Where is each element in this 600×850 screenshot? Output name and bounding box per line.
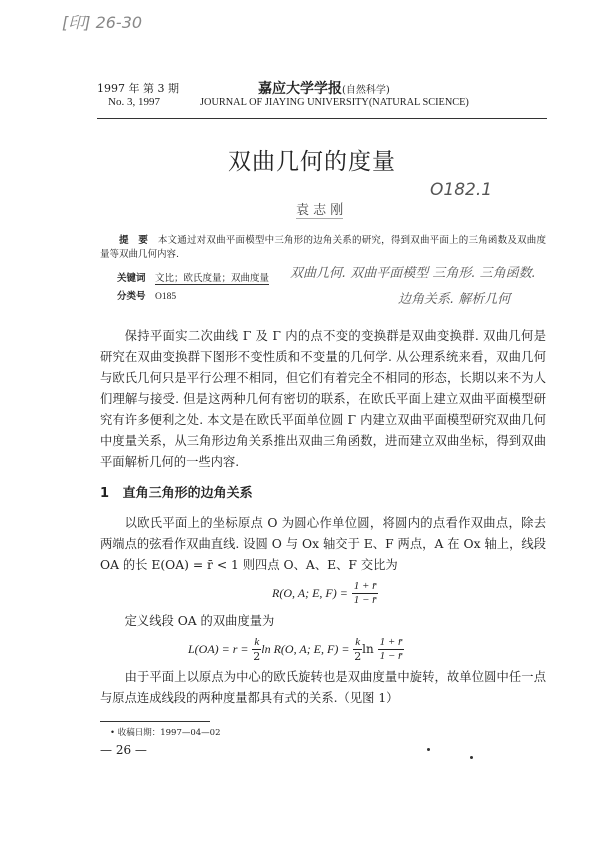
formula2-den: 1 − r̄ [379, 650, 403, 662]
scan-speck [470, 756, 473, 759]
journal-name-en: JOURNAL OF JIAYING UNIVERSITY(NATURAL SCIENCE) [200, 97, 469, 108]
formula2-part-a: L(OA) = r = [188, 642, 249, 656]
formula1-lhs: R(O, A; E, F) = [272, 586, 348, 600]
footnote-rule [100, 721, 210, 722]
formula2-k: k [254, 636, 260, 648]
formula2-k-2: k [355, 636, 361, 648]
section-paragraph-1: 以欧氏平面上的坐标原点 O 为圆心作单位圆，将圆内的点看作双曲点，除去两端点的弦看作双曲直线. 设圆 O 与 Ox 轴交于 E、F 两点，A 在 Ox 轴上，线段 OA 的长 E(OA) = r̄ < 1 则四点 O、A、E、F 交比为 [100, 516, 546, 572]
formula2-two: 2 [253, 650, 261, 663]
handwritten-annotation-top: [印] 26-30 [62, 13, 143, 32]
author: 袁 志 刚 [296, 199, 343, 219]
abstract [100, 234, 546, 262]
section-title: 直角三角形的边角关系 [122, 486, 253, 501]
journal-name-cn [258, 78, 390, 98]
formula-cross-ratio [100, 580, 546, 607]
scan-speck [427, 748, 430, 751]
formula1-num: 1 + r̄ [353, 580, 377, 592]
paper-title: 双曲几何的度量 [228, 149, 396, 175]
formula2-two-2: 2 [354, 650, 362, 663]
abstract-text: 本文通过对双曲平面模型中三角形的边角关系的研究，得到双曲平面上的三角函数及双曲度量等双曲几何内容. [100, 235, 546, 260]
header-rule [97, 118, 547, 119]
keywords-text: 文比；欧氏度量；双曲度量 [155, 273, 270, 284]
classification-value: O185 [155, 292, 177, 302]
formula2-num: 1 + r̄ [379, 636, 403, 648]
journal-cn-sub: (自然科学) [342, 85, 390, 96]
intro-paragraph: 保持平面实二次曲线 Γ 及 Γ 内的点不变的变换群是双曲变换群. 双曲几何是研究在双曲变换群下图形不变性质和不变量的几何学. 从公理系统来看，双曲几何与欧氏几何只是平行公理不相同，但它们有着完全不相同的形态，长期以来不为人们理解与接受. 但是这两种几何有密切的联系，在欧氏平面上建立双曲平面模型研究有许多便利之处. 本文是在欧氏平面单位圆 Γ 内建立双曲平面模型研究双曲几何中度量关系，从三角形边角关系推出双曲三角函数，进而建立双曲坐标，得到双曲平面解析几何的一些内容. [100, 329, 546, 469]
issue-cn: 1997 年 第 3 期 [97, 82, 179, 95]
formula1-fraction [352, 580, 379, 607]
formula2-part-b: ln R(O, A; E, F) = [261, 642, 350, 656]
keywords-handwritten-1: 双曲几何. 双曲平面模型 三角形. 三角函数. [290, 266, 536, 281]
section-paragraph-2: 定义线段 OA 的双曲度量为 [124, 614, 275, 628]
article-body [100, 326, 546, 758]
keywords-label: 关键词 [117, 273, 146, 284]
classification-annotation: O182.1 [430, 180, 493, 200]
classification [117, 288, 176, 302]
issue-en: No. 3, 1997 [108, 96, 160, 108]
section-heading [100, 485, 546, 503]
page-number: — 26 — [100, 743, 147, 757]
footnote: • 收稿日期：1997—04—02 [110, 728, 221, 738]
keywords [117, 270, 269, 284]
formula-hyperbolic-length [100, 636, 546, 663]
section-number: 1 [100, 486, 110, 501]
classification-label: 分类号 [117, 291, 146, 302]
journal-cn: 嘉应大学学报 [258, 81, 342, 97]
keywords-handwritten-2: 边角关系. 解析几何 [398, 292, 511, 307]
formula1-den: 1 − r̄ [353, 594, 377, 606]
section-paragraph-3: 由于平面上以原点为中心的欧氏旋转也是双曲度量中旋转，故单位圆中任一点与原点连成线段的两种度量都具有式的关系.（见图 1） [100, 670, 546, 705]
formula2-ln: ln [362, 642, 374, 656]
abstract-label: 提 要 [119, 235, 149, 246]
